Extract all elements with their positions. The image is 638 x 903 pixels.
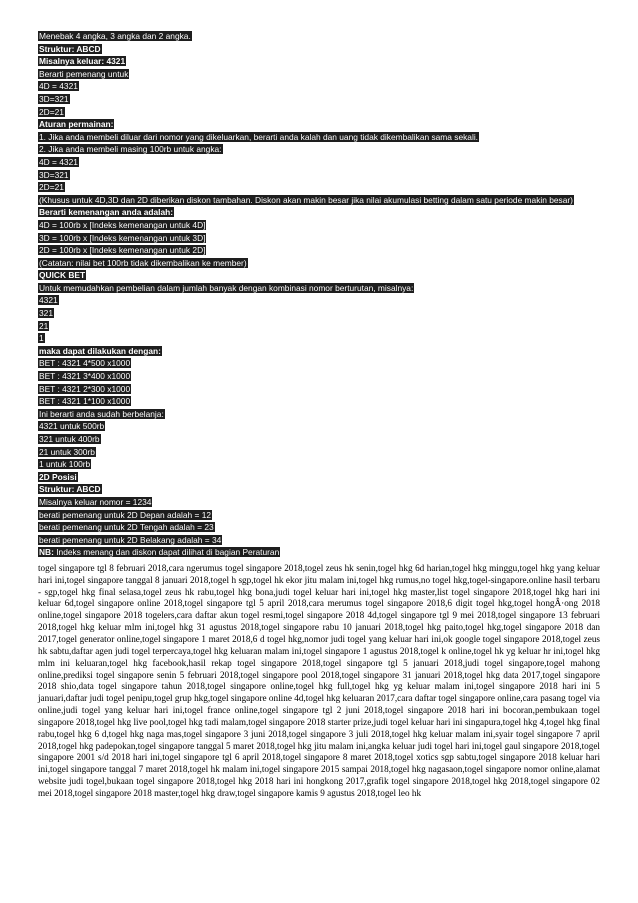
rule-line <box>38 30 600 43</box>
note-text: Indeks menang dan diskon dapat dilihat di bagian Peraturan <box>53 547 280 558</box>
highlighted-text: (Khusus untuk 4D,3D dan 2D diberikan diskon tambahan. Diskon akan makin besar jika nilai akumulasi betting dalam satu periode makin besar) <box>39 194 573 205</box>
highlighted-text: 2. Jika anda membeli masing 100rb untuk angka: <box>39 144 222 155</box>
highlighted-text: berati pemenang untuk 2D Tengah adalah = 23 <box>39 522 214 533</box>
rule-line <box>38 131 600 144</box>
highlighted-text: BET : 4321 2*300 x1000 <box>39 383 131 394</box>
highlighted-text: QUICK BET <box>39 270 86 281</box>
rule-line <box>38 320 600 333</box>
highlighted-text: Aturan permainan: <box>39 119 114 130</box>
highlighted-text: 4D = 4321 <box>39 156 78 167</box>
keyword-paragraph: togel singapore tgl 8 februari 2018,cara ngerumus togel singapore 2018,togel zeus hk senin,togel hkg 6d harian,togel hkg minggu,togel hkg yang keluar hari ini,togel singapore tanggal 8 januari 2018,togel h sgp,togel hk ekor jitu malam ini,togel hkg rumus,no togel hkg,togel-singapore.online hasil terbaru - sgp,togel hkg final selasa,togel zeus hk rabu,togel hkg bona,judi togel keluar hari ini,togel hkg master,list togel singapore 2018,togel hkg hari ini keluar 6d,togel singapore online 2018,togel singapore tgl 5 april 2018,cara merumus togel singapore 2018,6 digit togel hkg,togel hongÂ·ong 2018 online,togel singapore 2018 togelers,cara daftar akun togel resmi,togel singapore 2018 4d,togel singapore tgl 9 mei 2018,togel singapore 13 februari 2018,togel hkg keluar mlm ini,togel hkg 31 agustus 2018,togel singapore rabu 10 januari 2018,togel hkg paito,togel hkg,togel singapore 2018 dan 2017,togel generator online,togel singapore 1 maret 2018,6 d togel hkg,nomor judi togel yang keluar hari ini,ok google togel singapore 2018,togel zeus hk sabtu,daftar agen judi togel terpercaya,togel hkg keluaran malam ini,togel singapore 1 agustus 2018,togel k online,togel hk yg keluar hr ini,togel hkg mlm ini keluaran,togel hkg facebook,hasil rekap togel singapore 2018,togel singapore tgl 5 januari 2018,judi togel singapore,togel mahong online,prediksi togel singapore senin 5 februari 2018,togel singapore pool 2018,togel singapore 31 januari 2018,togel hkg data 2017,togel singapore 2018 shio,data togel singapore tahun 2018,togel singapore online,togel hkg full,togel hkg yg keluar malam ini,togel singapore 2018 hari ini 5 januari,daftar judi togel penipu,togel grup hkg,togel singapore online 4d,togel hkg keluaran 2017,cara daftar togel singapore online,cara pasang togel via online,judi togel yang keluar hari ini,togel france online,togel singapore tgl 2 juni 2018,togel singapore 2018 hari ini bocoran,pembukaan togel singapore 2018,togel hkg live pool,togel hkg tadi malam,togel singapore 2018 starter prize,judi togel keluar hari ini singapura,togel hkg 4,togel hkg final rabu,togel hkg 6 d,togel hkg naga mas,togel singapore 3 juni 2018,togel singapore 3 juli 2018,togel hkg keluar malam ini,syair togel singapore 7 april 2018,togel hkg padepokan,togel singapore tanggal 5 maret 2018,togel hkg jitu malam ini,angka keluar judi togel hari ini,togel gaul singapore 2018,togel singapore 2001 s/d 2018 hari ini,togel singapore tgl 6 april 2018,togel singapore 8 maret 2018,togel xotics sgp sabtu,togel singapore 2018 keluar hari ini,togel singapore tanggal 7 maret 2018,togel hk malam ini,togel singapore 2015 sampai 2018,togel hkg nagasaon,togel singapore nomor online,alamat website judi togel,bukaan togel singapore 2018,togel hkg 2018 hari ini hongkong 2017,grafik togel singapore 2018,togel hkg 2018,togel singapore 02 mei 2018,togel singapore 2018 master,togel hkg draw,togel singapore kamis 9 agustus 2018,togel leo hk <box>38 562 600 798</box>
rule-line <box>38 244 600 257</box>
rule-line <box>38 332 600 345</box>
highlighted-text: maka dapat dilakukan dengan: <box>39 345 161 356</box>
highlighted-text: 1 <box>39 333 44 344</box>
rule-line <box>38 433 600 446</box>
rule-line <box>38 509 600 522</box>
rule-line <box>38 219 600 232</box>
rule-line <box>38 181 600 194</box>
highlighted-text: Berarti kemenangan anda adalah: <box>39 207 174 218</box>
highlighted-text: berati pemenang untuk 2D Belakang adalah = 34 <box>39 534 222 545</box>
highlighted-text: 1. Jika anda membeli diluar dari nomor yang dikeluarkan, berarti anda kalah dan uang tidak dikembalikan sama sekali. <box>39 131 479 142</box>
rule-line <box>38 156 600 169</box>
rule-line <box>38 395 600 408</box>
highlighted-text: 321 <box>39 308 53 319</box>
rule-line <box>38 357 600 370</box>
rule-line <box>38 471 600 484</box>
highlighted-text: 3D = 100rb x [Indeks kemenangan untuk 3D] <box>39 232 206 243</box>
rule-line <box>38 43 600 56</box>
highlighted-text <box>38 547 280 557</box>
rule-line <box>38 483 600 496</box>
rule-line <box>38 80 600 93</box>
rule-line <box>38 93 600 106</box>
rule-line <box>38 55 600 68</box>
highlighted-text: 21 <box>39 320 49 331</box>
highlighted-text: 4D = 4321 <box>39 81 78 92</box>
highlighted-text: BET : 4321 1*100 x1000 <box>39 396 131 407</box>
rule-line <box>38 194 600 207</box>
highlighted-text: 1 untuk 100rb <box>39 459 91 470</box>
rule-line <box>38 521 600 534</box>
highlighted-text: 2D=21 <box>39 182 64 193</box>
highlighted-text: Untuk memudahkan pembelian dalam jumlah banyak dengan kombinasi nomor berturutan, misalnya: <box>39 282 414 293</box>
highlighted-text: 21 untuk 300rb <box>39 446 95 457</box>
highlighted-text: BET : 4321 3*400 x1000 <box>39 371 131 382</box>
rule-line <box>38 370 600 383</box>
highlighted-text: berati pemenang untuk 2D Depan adalah = 12 <box>39 509 212 520</box>
highlighted-text: Misalnya keluar: 4321 <box>39 56 126 67</box>
note-prefix: NB: <box>39 547 54 558</box>
highlighted-text: (Catatan: nilai bet 100rb tidak dikembalikan ke member) <box>39 257 247 268</box>
highlighted-rules-block <box>38 30 600 559</box>
rule-line <box>38 169 600 182</box>
highlighted-text: 2D=21 <box>39 106 64 117</box>
rule-line <box>38 269 600 282</box>
rule-line <box>38 68 600 81</box>
rule-line <box>38 345 600 358</box>
rule-line <box>38 496 600 509</box>
rule-line <box>38 232 600 245</box>
rule-line <box>38 446 600 459</box>
rule-line <box>38 307 600 320</box>
highlighted-text: Ini berarti anda sudah berbelanja: <box>39 408 164 419</box>
highlighted-text: 321 untuk 400rb <box>39 434 100 444</box>
rule-line <box>38 257 600 270</box>
rule-line <box>38 408 600 421</box>
rule-line <box>38 118 600 131</box>
highlighted-text: 2D Posisi <box>39 471 77 482</box>
highlighted-text: 3D=321 <box>39 169 69 180</box>
highlighted-text: 4321 <box>39 295 58 306</box>
rule-line <box>38 458 600 471</box>
rule-line <box>38 143 600 156</box>
rule-line <box>38 294 600 307</box>
highlighted-text: 3D=321 <box>39 93 69 104</box>
highlighted-text: 2D = 100rb x [Indeks kemenangan untuk 2D] <box>39 245 206 256</box>
highlighted-text: Menebak 4 angka, 3 angka dan 2 angka. <box>39 31 191 41</box>
rule-line <box>38 282 600 295</box>
highlighted-text: BET : 4321 4*500 x1000 <box>39 358 131 369</box>
highlighted-text: Struktur: ABCD <box>39 43 101 54</box>
rule-line <box>38 420 600 433</box>
rule-line <box>38 206 600 219</box>
highlighted-text: 4321 untuk 500rb <box>39 421 105 432</box>
highlighted-text: Misalnya keluar nomor = 1234 <box>39 496 152 507</box>
rule-line <box>38 534 600 547</box>
rule-line <box>38 106 600 119</box>
highlighted-text: Berarti pemenang untuk <box>39 68 129 79</box>
rule-line <box>38 383 600 396</box>
highlighted-text: 4D = 100rb x [Indeks kemenangan untuk 4D] <box>39 219 206 230</box>
rule-line <box>38 546 600 559</box>
highlighted-text: Struktur: ABCD <box>39 484 101 495</box>
